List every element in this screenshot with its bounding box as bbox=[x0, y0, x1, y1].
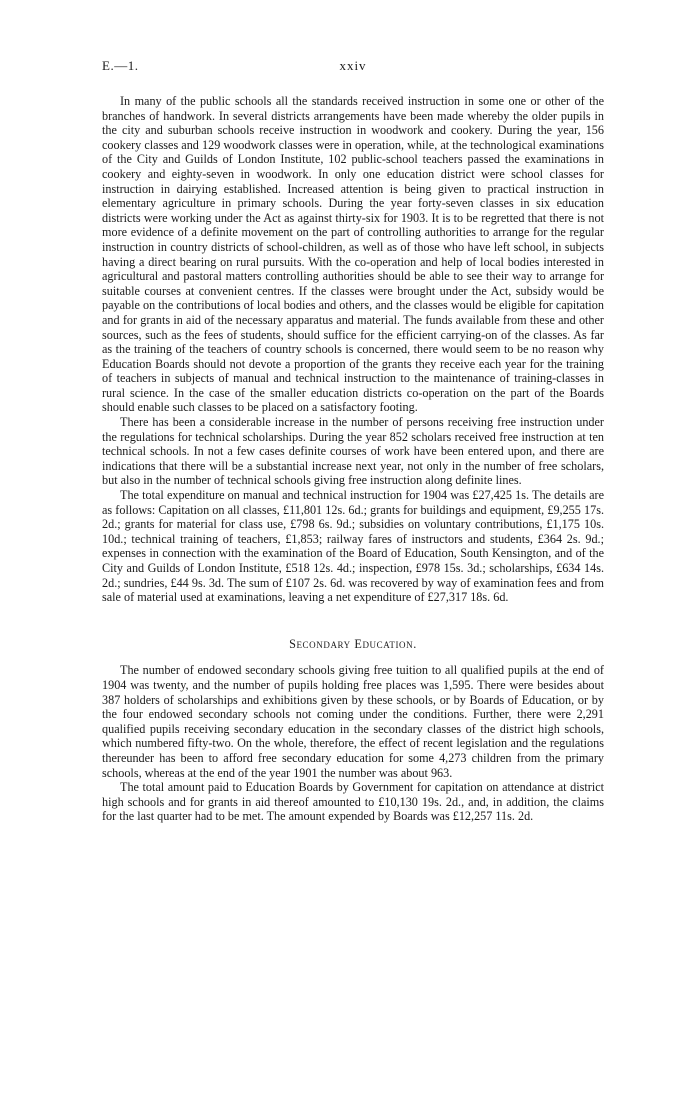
paragraph-expenditure: The total expenditure on manual and technical instruction for 1904 was £27,425 1s. The details are as follows: Capitation on all classes, £11,801 12s. 6d.; grants for buildings and equipment, £9,255 17s. 2d.; grants for material for class use, £798 6s. 9d.; subsidies on voluntary contributions, £1,175 10s. 10d.; technical training of teachers, £1,853; railway fares of instructors and students, £364 2s. 9d.; expenses in connection with the examination of the Board of Education, South Kensington, and of the City and Guilds of London Institute, £518 12s. 4d.; inspection, £978 15s. 3d.; scholarships, £634 14s. 2d.; sundries, £44 9s. 3d. The sum of £107 2s. 6d. was recovered by way of examination fees and from sale of material used at examinations, leaving a net expenditure of £27,317 18s. 6d. bbox=[102, 488, 604, 605]
document-reference: E.—1. bbox=[102, 58, 139, 73]
section-heading-secondary-education: Secondary Education. bbox=[289, 636, 417, 651]
paragraph-secondary-schools: The number of endowed secondary schools giving free tuition to all qualified pupils at the end of 1904 was twenty, and the number of pupils holding free places was 1,595. There were besides about 387 holders of scholarships and exhibitions given by these schools, or by Boards of Education, or by the four endowed secondary schools not coming under the conditions. Further, there were 2,291 qualified pupils receiving secondary education in the secondary classes of the district high schools, which numbered fifty-two. On the whole, therefore, the effect of recent legislation and the regulations thereunder has been to afford free secondary education for some 4,273 children from the primary schools, whereas at the end of the year 1901 the number was about 963. bbox=[102, 663, 604, 780]
paragraph-capitation: The total amount paid to Education Boards by Government for capitation on attendance at district high schools and for grants in aid thereof amounted to £10,130 19s. 2d., and, in addition, the claims for the last quarter had to be met. The amount expended by Boards was £12,257 11s. 2d. bbox=[102, 780, 604, 824]
paragraph-technical-scholarships: There has been a considerable increase in the number of persons receiving free instruction under the regulations for technical scholarships. During the year 852 scholars received free instruction at ten technical schools. In not a few cases definite courses of work have been entered upon, and there are indications that there will be a substantial increase next year, not only in the number of free scholars, but also in the number of technical schools giving free instruction along definite lines. bbox=[102, 415, 604, 488]
document-body bbox=[102, 94, 604, 824]
page-header bbox=[102, 58, 604, 80]
page-number: xxiv bbox=[339, 58, 367, 73]
paragraph-handwork: In many of the public schools all the standards received instruction in some one or other of the branches of handwork. In several districts arrangements have been made whereby the older pupils in the city and suburban schools receive instruction in woodwork and cookery. During the year, 156 cookery classes and 129 woodwork classes were in operation, while, at the technological examinations of the City and Guilds of London Institute, 102 public-school teachers passed the examinations in cookery and eighty-seven in woodwork. In only one education district were school classes for instruction in dairying established. Increased attention is being given to practical instruction in elementary agriculture in primary schools. During the year forty-seven classes in six education districts were working under the Act as against thirty-six for 1903. It is to be regretted that there is not more evidence of a definite movement on the part of controlling authorities to arrange for the regular instruction in country districts of school-children, as well as of those who have left school, in subjects having a direct bearing on rural pursuits. With the co-operation and help of local bodies interested in agricultural and pastoral matters controlling authorities should be able to see their way to arrange for suitable courses at convenient centres. If the classes were brought under the Act, subsidy would be payable on the contributions of local bodies and others, and the classes would be eligible for capitation and for grants in aid of the necessary apparatus and material. The funds available from these and other sources, such as the fees of students, should suffice for the efficient carrying-on of the classes. As far as the training of the teachers of country schools is concerned, there would seem to be no reason why Education Boards should not devote a proportion of the grants they receive each year for the training of teachers in subjects of manual and technical instruction to the maintenance of training-classes in rural science. In the case of the smaller education districts co-operation on the part of the Boards should enable such classes to be placed on a satisfactory footing. bbox=[102, 94, 604, 415]
